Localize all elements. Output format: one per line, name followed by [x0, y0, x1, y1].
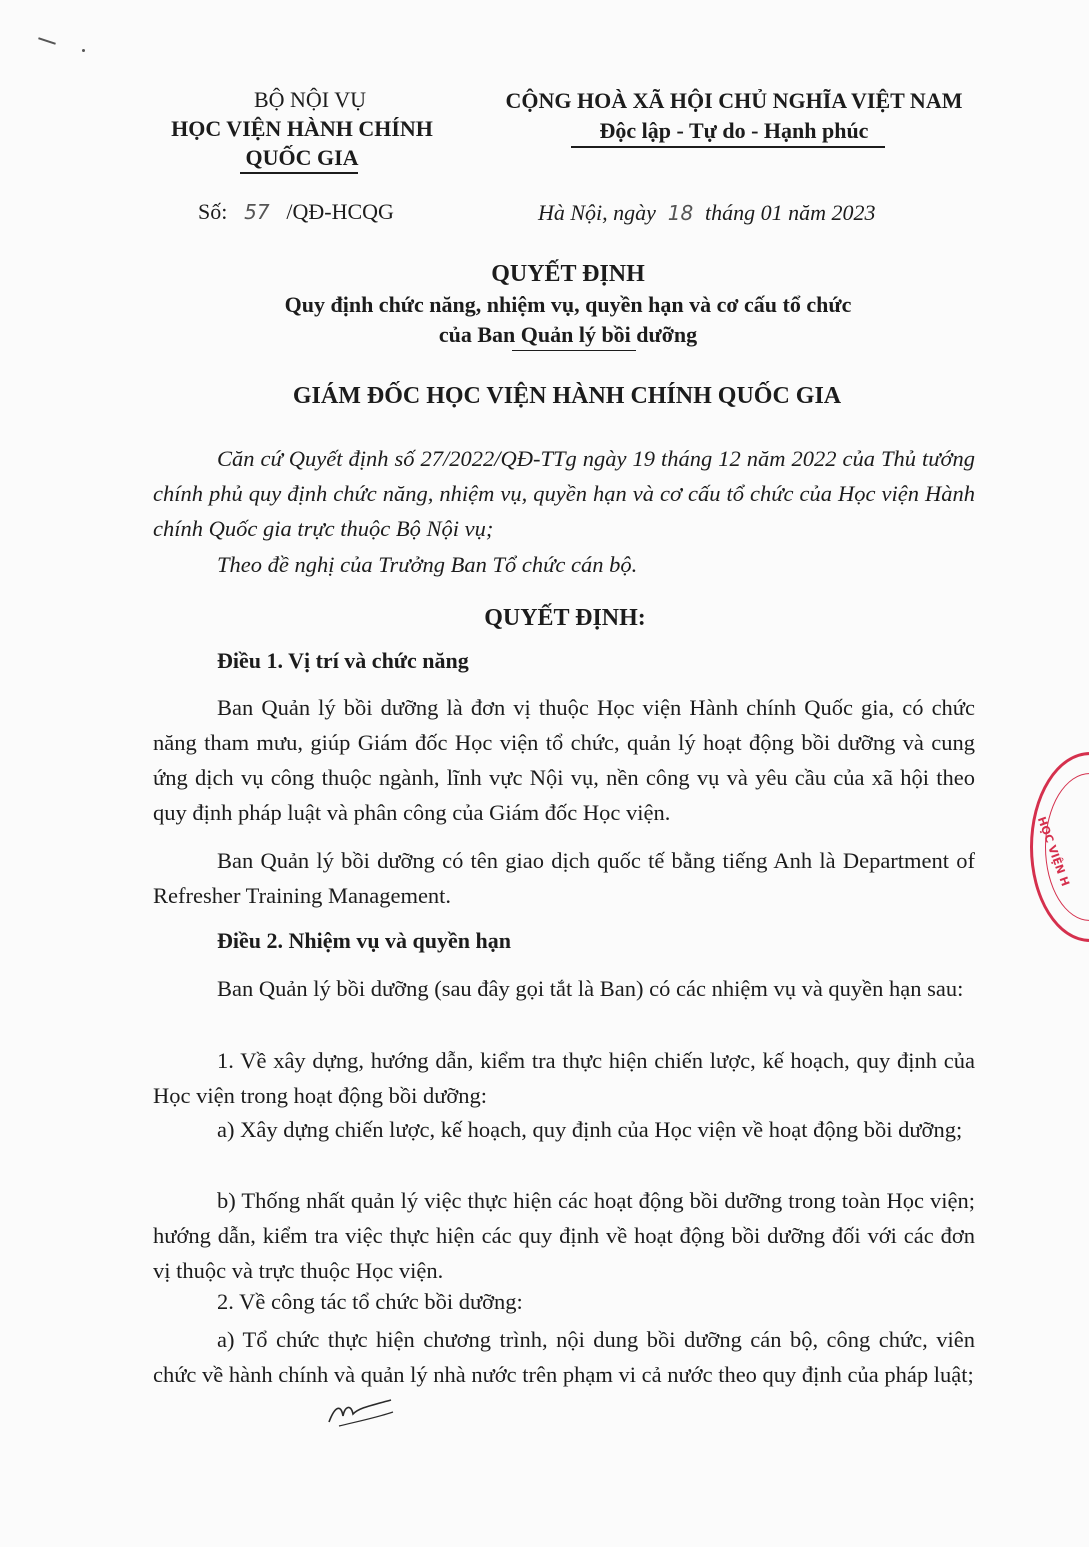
article-1-paragraph-1: Ban Quản lý bồi dưỡng là đơn vị thuộc Học viện Hành chính Quốc gia, có chức năng tham mưu, giúp Giám đốc Học viện tổ chức, quản lý hoạt động bồi dưỡng và cung ứng dịch vụ công thuộc ngành, lĩnh vực Nội vụ, nền công vụ và yêu cầu của xã hội theo quy định pháp luật và phân công của Giám đốc Học viện. [153, 695, 975, 825]
article-2-item-1: 1. Về xây dựng, hướng dẫn, kiểm tra thực hiện chiến lược, kế hoạch, quy định của Học viện trong hoạt động bồi dưỡng: [153, 1048, 975, 1108]
left-header-underline [240, 172, 358, 174]
document-subtitle-2: của Ban Quản lý bồi dưỡng [438, 322, 698, 347]
issuing-authority: GIÁM ĐỐC HỌC VIỆN HÀNH CHÍNH QUỐC GIA [292, 383, 842, 409]
document-number [198, 197, 394, 227]
handwritten-number: 57 [244, 200, 270, 224]
document-title: QUYẾT ĐỊNH [491, 261, 645, 287]
motto-underline [571, 146, 885, 148]
decision-heading: QUYẾT ĐỊNH: [484, 605, 646, 631]
article-1-heading: Điều 1. Vị trí và chức năng [217, 648, 469, 673]
article-2-intro: Ban Quản lý bồi dưỡng (sau đây gọi tắt là Ban) có các nhiệm vụ và quyền hạn sau: [217, 976, 964, 1001]
seal-text: HỌC VIỆN H [1034, 815, 1072, 888]
article-1-paragraph-2: Ban Quản lý bồi dưỡng có tên giao dịch quốc tế bằng tiếng Anh là Department of Refresher Training Management. [153, 848, 975, 908]
scan-dot [82, 49, 85, 52]
national-title: CỘNG HOÀ XÃ HỘI CHỦ NGHĨA VIỆT NAM [505, 88, 963, 113]
legal-basis-1: Căn cứ Quyết định số 27/2022/QĐ-TTg ngày 19 tháng 12 năm 2022 của Thủ tướng chính phủ quy định chức năng, nhiệm vụ, quyền hạn và cơ cấu tổ chức của Học viện Hành chính Quốc gia trực thuộc Bộ Nội vụ; [153, 446, 975, 541]
article-2-item-1a: a) Xây dựng chiến lược, kế hoạch, quy định của Học viện về hoạt động bồi dưỡng; [217, 1117, 963, 1142]
article-2-heading: Điều 2. Nhiệm vụ và quyền hạn [217, 928, 512, 953]
number-prefix: Số: [198, 199, 228, 224]
academy-name-cont: QUỐC GIA [245, 145, 359, 170]
date-suffix: tháng 01 năm 2023 [704, 200, 876, 225]
article-2-item-2: 2. Về công tác tổ chức bồi dưỡng: [217, 1289, 523, 1314]
number-suffix: /QĐ-HCQG [286, 199, 394, 224]
ministry-name: BỘ NỘI VỤ [253, 87, 367, 112]
academy-name: HỌC VIỆN HÀNH CHÍNH [171, 116, 433, 141]
legal-basis-2: Theo đề nghị của Trưởng Ban Tổ chức cán bộ. [217, 552, 638, 577]
subtitle-underline [512, 350, 636, 351]
national-motto: Độc lập - Tự do - Hạnh phúc [599, 118, 869, 143]
initial-signature-icon [325, 1392, 397, 1428]
official-seal-stamp [1030, 752, 1089, 942]
article-2-item-1b: b) Thống nhất quản lý việc thực hiện các hoạt động bồi dưỡng trong toàn Học viện; hướng dẫn, kiểm tra việc thực hiện các quy định về hoạt động bồi dưỡng đối với các đơn vị thuộc và trực thuộc Học viện. [153, 1188, 975, 1283]
article-2-item-2a: a) Tổ chức thực hiện chương trình, nội dung bồi dưỡng cán bộ, công chức, viên chức về hành chính và quản lý nhà nước trên phạm vi cả nước theo quy định của pháp luật; [153, 1327, 975, 1387]
document-subtitle-1: Quy định chức năng, nhiệm vụ, quyền hạn và cơ cấu tổ chức [284, 292, 852, 317]
handwritten-day: 18 [667, 201, 694, 225]
document-date [538, 198, 875, 228]
date-prefix: Hà Nội, ngày [538, 200, 656, 225]
scan-mark [38, 37, 56, 44]
